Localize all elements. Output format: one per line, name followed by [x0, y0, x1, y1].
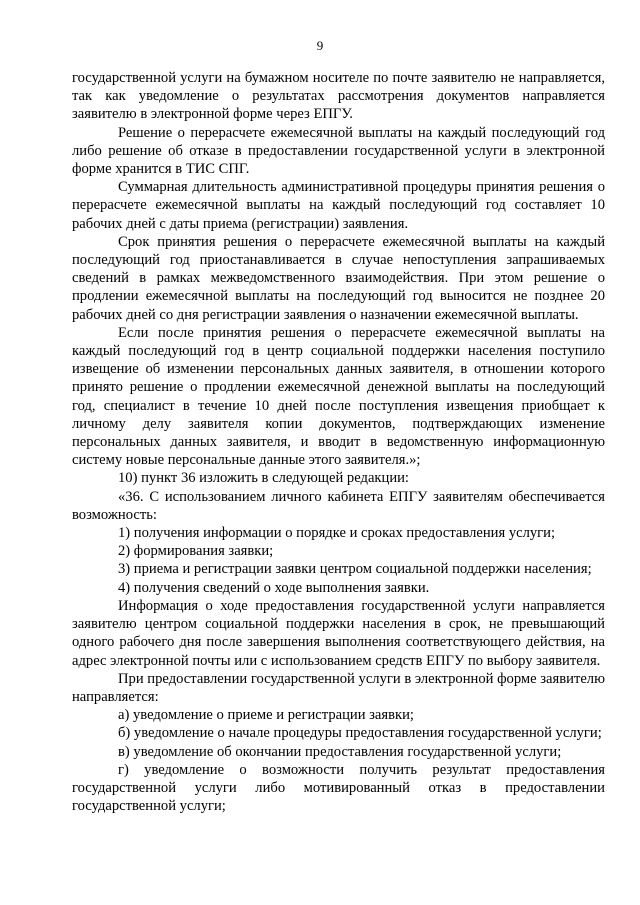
- paragraph-continuation: государственной услуги на бумажном носителе по почте заявителю не направляется, так как уведомление о результатах рассмотрения документов направляется заявителю в электронной форме через ЕПГУ.: [72, 70, 605, 123]
- list-item: 1) получения информации о порядке и сроках предоставления услуги;: [118, 525, 556, 542]
- paragraph: «36. С использованием личного кабинета ЕПГУ заявителям обеспечивается возможность:: [72, 488, 605, 523]
- list-item: г) уведомление о возможности получить результат предоставления государственной услуги либо мотивированный отказ в предоставлении государственной услуги;: [72, 761, 605, 815]
- paragraph: При предоставлении государственной услуги в электронной форме заявителю направляется:: [72, 670, 605, 705]
- paragraph: Информация о ходе предоставления государственной услуги направляется заявителю центром социальной поддержки населения в срок, не превышающий одного рабочего дня после завершения выполнения соответствующего действия, на адрес электронной почты или с использованием средств ЕПГУ по выбору заявителя.: [72, 597, 605, 669]
- page-number: 9: [316, 38, 324, 53]
- list-item: в) уведомление об окончании предоставления государственной услуги;: [118, 743, 562, 760]
- list-item: 2) формирования заявки;: [118, 543, 274, 560]
- list-item: 4) получения сведений о ходе выполнения заявки.: [118, 579, 430, 596]
- list-item: а) уведомление о приеме и регистрации заявки;: [118, 707, 414, 724]
- paragraph: 10) пункт 36 изложить в следующей редакции:: [118, 470, 409, 487]
- paragraph: Суммарная длительность административной процедуры принятия решения о перерасчете ежемесячной выплаты на каждый последующий год составляет 10 рабочих дней с даты приема (регистрации) заявления.: [72, 179, 605, 232]
- document-body: [72, 69, 605, 815]
- paragraph: Решение о перерасчете ежемесячной выплаты на каждый последующий год либо решение об отказе в предоставлении государственной услуги в электронной форме хранится в ТИС СПГ.: [72, 124, 605, 178]
- paragraph: Срок принятия решения о перерасчете ежемесячной выплаты на каждый последующий год приостанавливается в случае непоступления запрашиваемых сведений в рамках межведомственного взаимодействия. При этом решение о продлении ежемесячной выплаты на последующий год выносится не позднее 20 рабочих дней со дня регистрации заявления о назначении ежемесячной выплаты.: [72, 233, 605, 323]
- list-item: 3) приема и регистрации заявки центром социальной поддержки населения;: [118, 561, 592, 578]
- list-item: б) уведомление о начале процедуры предоставления государственной услуги;: [118, 725, 602, 742]
- paragraph: Если после принятия решения о перерасчете ежемесячной выплаты на каждый последующий год в центр социальной поддержки населения поступило извещение об изменении персональных данных заявителя, в отношении которого принято решение о продлении ежемесячной денежной выплаты на последующий год, специалист в течение 10 дней после поступления извещения приобщает к личному делу заявителя копии документов, подтверждающих изменение персональных данных заявителя, и вводит в ведомственную информационную систему новые персональные данные этого заявителя.»;: [72, 324, 605, 469]
